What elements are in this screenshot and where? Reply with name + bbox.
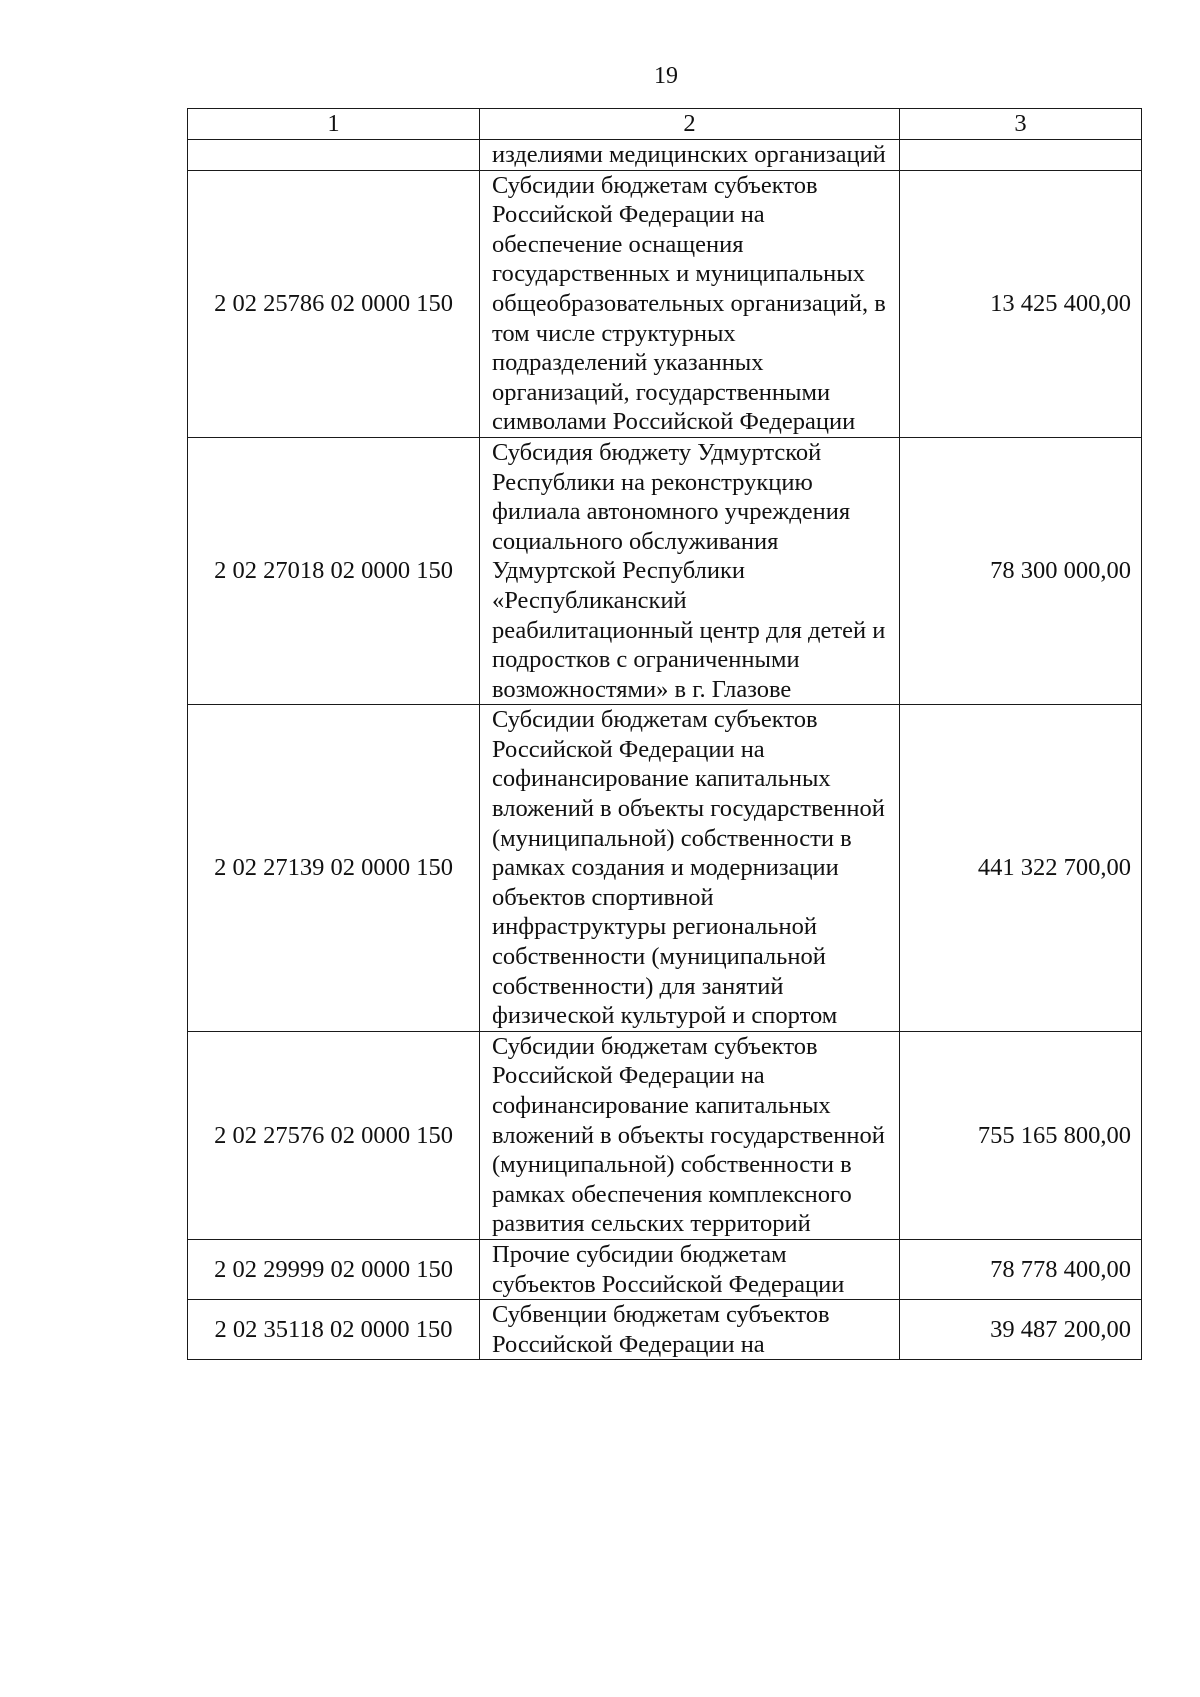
revenue-description: Субсидии бюджетам субъектов Российской Федерации на софинансирование капитальных вложений в объекты государственной (муниципальной) собственности в рамках обеспечения комплексного развития сельских территорий (480, 1031, 900, 1239)
table-row (188, 705, 1142, 1032)
classification-code: 2 02 27018 02 0000 150 (188, 437, 480, 704)
table-row (188, 1300, 1142, 1360)
page-number: 19 (654, 63, 678, 89)
amount-value: 441 322 700,00 (900, 705, 1142, 1032)
amount-value (900, 140, 1142, 171)
table-row (188, 1031, 1142, 1239)
classification-code: 2 02 35118 02 0000 150 (188, 1300, 480, 1360)
amount-value: 13 425 400,00 (900, 170, 1142, 437)
revenue-description: Субсидии бюджетам субъектов Российской Федерации на софинансирование капитальных вложений в объекты государственной (муниципальной) собственности в рамках создания и модернизации объектов спортивной инфраструктуры региональной собственности (муниципальной собственности) для занятий физической культурой и спортом (480, 705, 900, 1032)
revenue-description: изделиями медицинских организаций (480, 140, 900, 171)
column-header-2: 2 (480, 109, 900, 140)
classification-code (188, 140, 480, 171)
table-row (188, 140, 1142, 171)
amount-value: 78 300 000,00 (900, 437, 1142, 704)
column-header-1: 1 (188, 109, 480, 140)
column-header-3: 3 (900, 109, 1142, 140)
table-header-row (188, 109, 1142, 140)
revenue-description: Субсидии бюджетам субъектов Российской Федерации на обеспечение оснащения государственных и муниципальных общеобразовательных организаций, в том числе структурных подразделений указанных организаций, государственными символами Российской Федерации (480, 170, 900, 437)
table-row (188, 1239, 1142, 1299)
amount-value: 39 487 200,00 (900, 1300, 1142, 1360)
table-row (188, 170, 1142, 437)
classification-code: 2 02 29999 02 0000 150 (188, 1239, 480, 1299)
table-row (188, 437, 1142, 704)
revenue-description: Субвенции бюджетам субъектов Российской Федерации на (480, 1300, 900, 1360)
amount-value: 78 778 400,00 (900, 1239, 1142, 1299)
revenue-description: Субсидия бюджету Удмуртской Республики на реконструкцию филиала автономного учреждения социального обслуживания Удмуртской Республики «Республиканский реабилитационный центр для детей и подростков с ограниченными возможностями» в г. Глазове (480, 437, 900, 704)
classification-code: 2 02 27139 02 0000 150 (188, 705, 480, 1032)
revenue-description: Прочие субсидии бюджетам субъектов Российской Федерации (480, 1239, 900, 1299)
classification-code: 2 02 27576 02 0000 150 (188, 1031, 480, 1239)
classification-code: 2 02 25786 02 0000 150 (188, 170, 480, 437)
budget-revenue-table (187, 108, 1142, 1360)
amount-value: 755 165 800,00 (900, 1031, 1142, 1239)
